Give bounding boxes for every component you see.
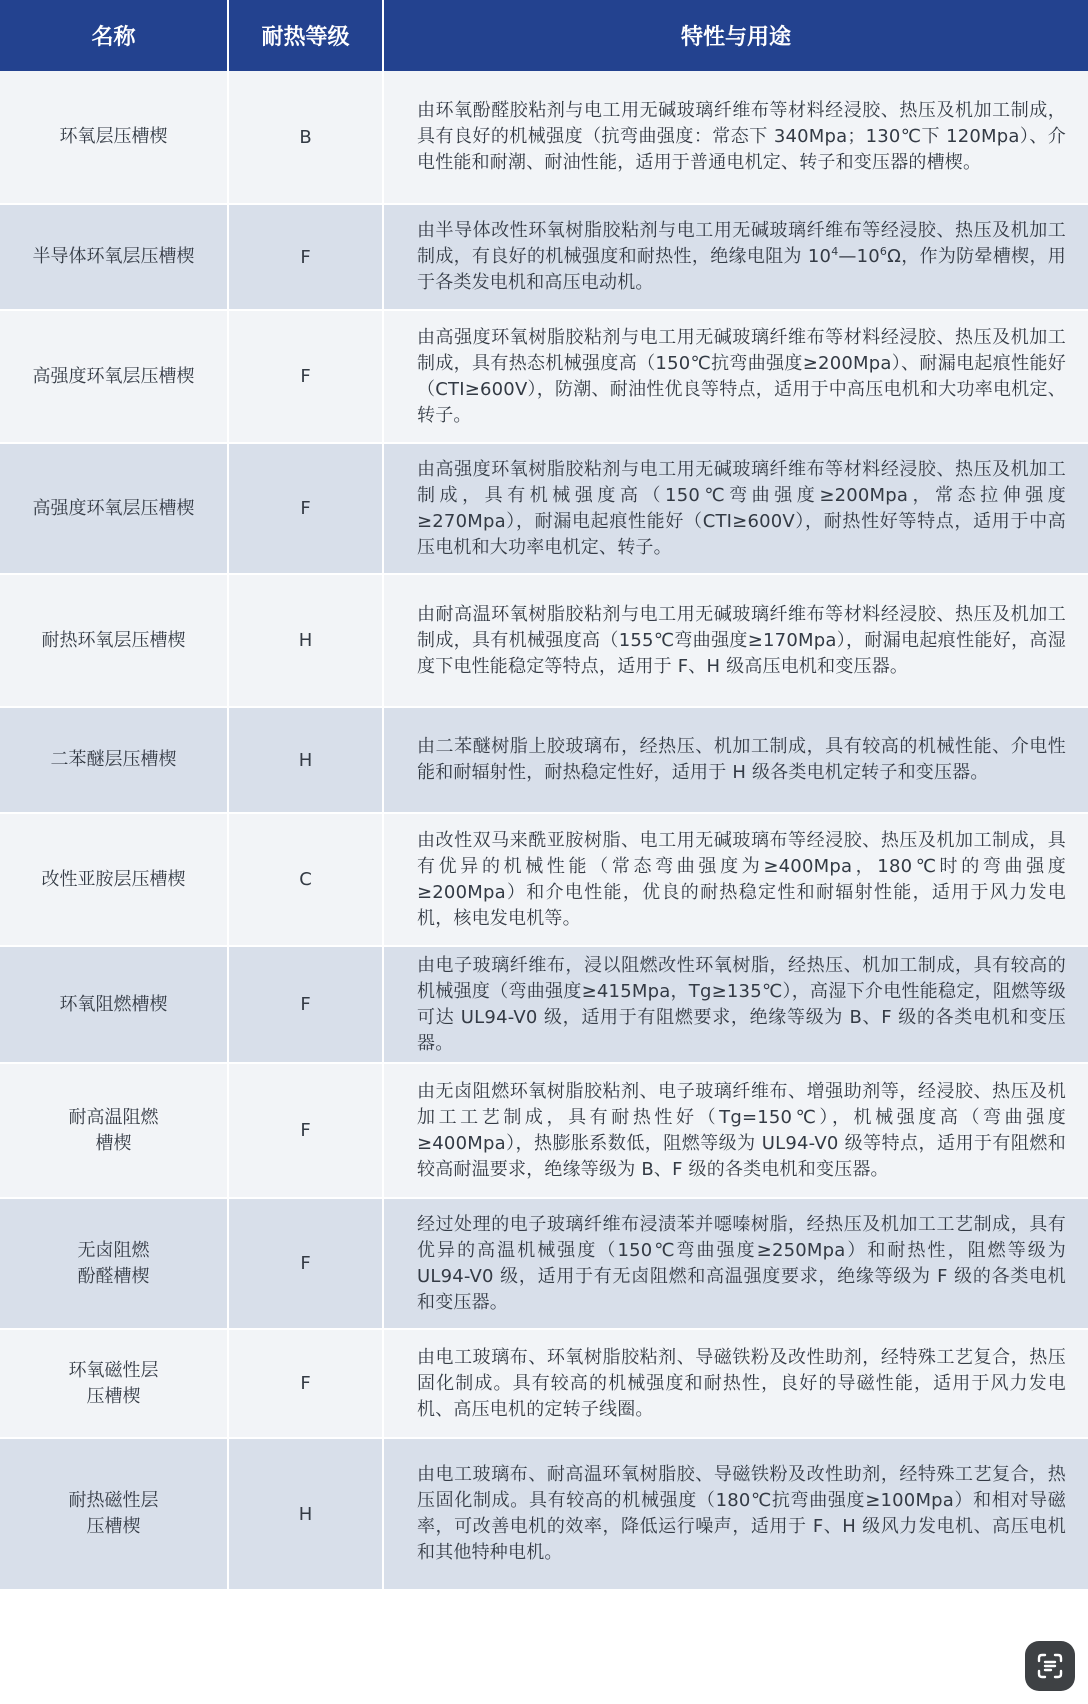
header-name: 名称	[0, 0, 228, 71]
row-name: 高强度环氧层压槽楔	[0, 443, 228, 574]
row-grade: F	[228, 204, 383, 310]
row-grade: F	[228, 1329, 383, 1438]
row-desc: 经过处理的电子玻璃纤维布浸渍苯并噁嗪树脂，经热压及机加工工艺制成，具有优异的高温机械强度（150℃弯曲强度≥250Mpa）和耐热性，阻燃等级为 UL94-V0 级，适用于有无卤阻燃和高温强度要求，绝缘等级为 F 级的各类电机和变压器。	[383, 1198, 1088, 1329]
row-desc: 由环氧酚醛胶粘剂与电工用无碱玻璃纤维布等材料经浸胶、热压及机加工制成，具有良好的机械强度（抗弯曲强度：常态下 340Mpa；130℃下 120Mpa）、介电性能和耐潮、耐油性能，适用于普通电机定、转子和变压器的槽楔。	[383, 71, 1088, 204]
row-name: 环氧阻燃槽楔	[0, 946, 228, 1063]
table-row	[0, 1438, 1088, 1590]
row-name: 高强度环氧层压槽楔	[0, 310, 228, 443]
row-grade: F	[228, 946, 383, 1063]
row-desc: 由半导体改性环氧树脂胶粘剂与电工用无碱玻璃纤维布等经浸胶、热压及机加工制成，有良好的机械强度和耐热性，绝缘电阻为 $10^4—10^6\Omega$，作为防晕槽楔，用于各类发电机和高压电动机。	[383, 204, 1088, 310]
table-row	[0, 1063, 1088, 1198]
row-desc: 由改性双马来酰亚胺树脂、电工用无碱玻璃布等经浸胶、热压及机加工制成，具有优异的机械性能（常态弯曲强度为≥400Mpa，180℃时的弯曲强度≥200Mpa）和介电性能，优良的耐热稳定性和耐辐射性能，适用于风力发电机，核电发电机等。	[383, 813, 1088, 946]
row-grade: H	[228, 707, 383, 813]
header-usage: 特性与用途	[383, 0, 1088, 71]
scan-text-icon	[1035, 1651, 1065, 1681]
table-row	[0, 574, 1088, 707]
row-name: 耐热环氧层压槽楔	[0, 574, 228, 707]
table-row	[0, 1329, 1088, 1438]
row-grade: F	[228, 1063, 383, 1198]
table-row	[0, 813, 1088, 946]
row-grade: F	[228, 310, 383, 443]
table-row	[0, 204, 1088, 310]
row-name: 环氧磁性层 压槽楔	[0, 1329, 228, 1438]
row-name: 环氧层压槽楔	[0, 71, 228, 204]
table-row	[0, 71, 1088, 204]
table-row	[0, 443, 1088, 574]
table-row	[0, 946, 1088, 1063]
row-grade: B	[228, 71, 383, 204]
table-row	[0, 310, 1088, 443]
row-desc: 由耐高温环氧树脂胶粘剂与电工用无碱玻璃纤维布等材料经浸胶、热压及机加工制成，具有机械强度高（155℃弯曲强度≥170Mpa），耐漏电起痕性能好，高湿度下电性能稳定等特点，适用于 F、H 级高压电机和变压器。	[383, 574, 1088, 707]
table-row	[0, 707, 1088, 813]
row-desc: 由无卤阻燃环氧树脂胶粘剂、电子玻璃纤维布、增强助剂等，经浸胶、热压及机加工工艺制成，具有耐热性好（Tg=150℃），机械强度高（弯曲强度≥400Mpa），热膨胀系数低，阻燃等级为 UL94-V0 级等特点，适用于有阻燃和较高耐温要求，绝缘等级为 B、F 级的各类电机和变压器。	[383, 1063, 1088, 1198]
row-desc: 由高强度环氧树脂胶粘剂与电工用无碱玻璃纤维布等材料经浸胶、热压及机加工制成，具有机械强度高（150℃弯曲强度≥200Mpa，常态拉伸强度≥270Mpa），耐漏电起痕性能好（CTI≥600V），耐热性好等特点，适用于中高压电机和大功率电机定、转子。	[383, 443, 1088, 574]
row-desc: 由电工玻璃布、耐高温环氧树脂胶、导磁铁粉及改性助剂，经特殊工艺复合，热压固化制成。具有较高的机械强度（180℃抗弯曲强度≥100Mpa）和相对导磁率，可改善电机的效率，降低运行噪声，适用于 F、H 级风力发电机、高压电机和其他特种电机。	[383, 1438, 1088, 1590]
row-desc: 由电子玻璃纤维布，浸以阻燃改性环氧树脂，经热压、机加工制成，具有较高的机械强度（弯曲强度≥415Mpa，Tg≥135℃），高湿下介电性能稳定，阻燃等级可达 UL94-V0 级，适用于有阻燃要求，绝缘等级为 B、F 级的各类电机和变压器。	[383, 946, 1088, 1063]
row-grade: F	[228, 443, 383, 574]
row-grade: C	[228, 813, 383, 946]
row-desc: 由二苯醚树脂上胶玻璃布，经热压、机加工制成，具有较高的机械性能、介电性能和耐辐射性，耐热稳定性好，适用于 H 级各类电机定转子和变压器。	[383, 707, 1088, 813]
row-grade: H	[228, 1438, 383, 1590]
row-name: 耐高温阻燃 槽楔	[0, 1063, 228, 1198]
row-name: 耐热磁性层 压槽楔	[0, 1438, 228, 1590]
row-grade: F	[228, 1198, 383, 1329]
row-desc: 由高强度环氧树脂胶粘剂与电工用无碱玻璃纤维布等材料经浸胶、热压及机加工制成，具有热态机械强度高（150℃抗弯曲强度≥200Mpa）、耐漏电起痕性能好（CTI≥600V），防潮、耐油性优良等特点，适用于中高压电机和大功率电机定、转子。	[383, 310, 1088, 443]
row-name: 半导体环氧层压槽楔	[0, 204, 228, 310]
row-name: 二苯醚层压槽楔	[0, 707, 228, 813]
row-name: 无卤阻燃 酚醛槽楔	[0, 1198, 228, 1329]
header-grade: 耐热等级	[228, 0, 383, 71]
scan-text-button[interactable]	[1025, 1641, 1075, 1691]
row-name: 改性亚胺层压槽楔	[0, 813, 228, 946]
table-row	[0, 1198, 1088, 1329]
row-grade: H	[228, 574, 383, 707]
row-desc: 由电工玻璃布、环氧树脂胶粘剂、导磁铁粉及改性助剂，经特殊工艺复合，热压固化制成。具有较高的机械强度和耐热性，良好的导磁性能，适用于风力发电机、高压电机的定转子线圈。	[383, 1329, 1088, 1438]
table-header-row	[0, 0, 1088, 71]
